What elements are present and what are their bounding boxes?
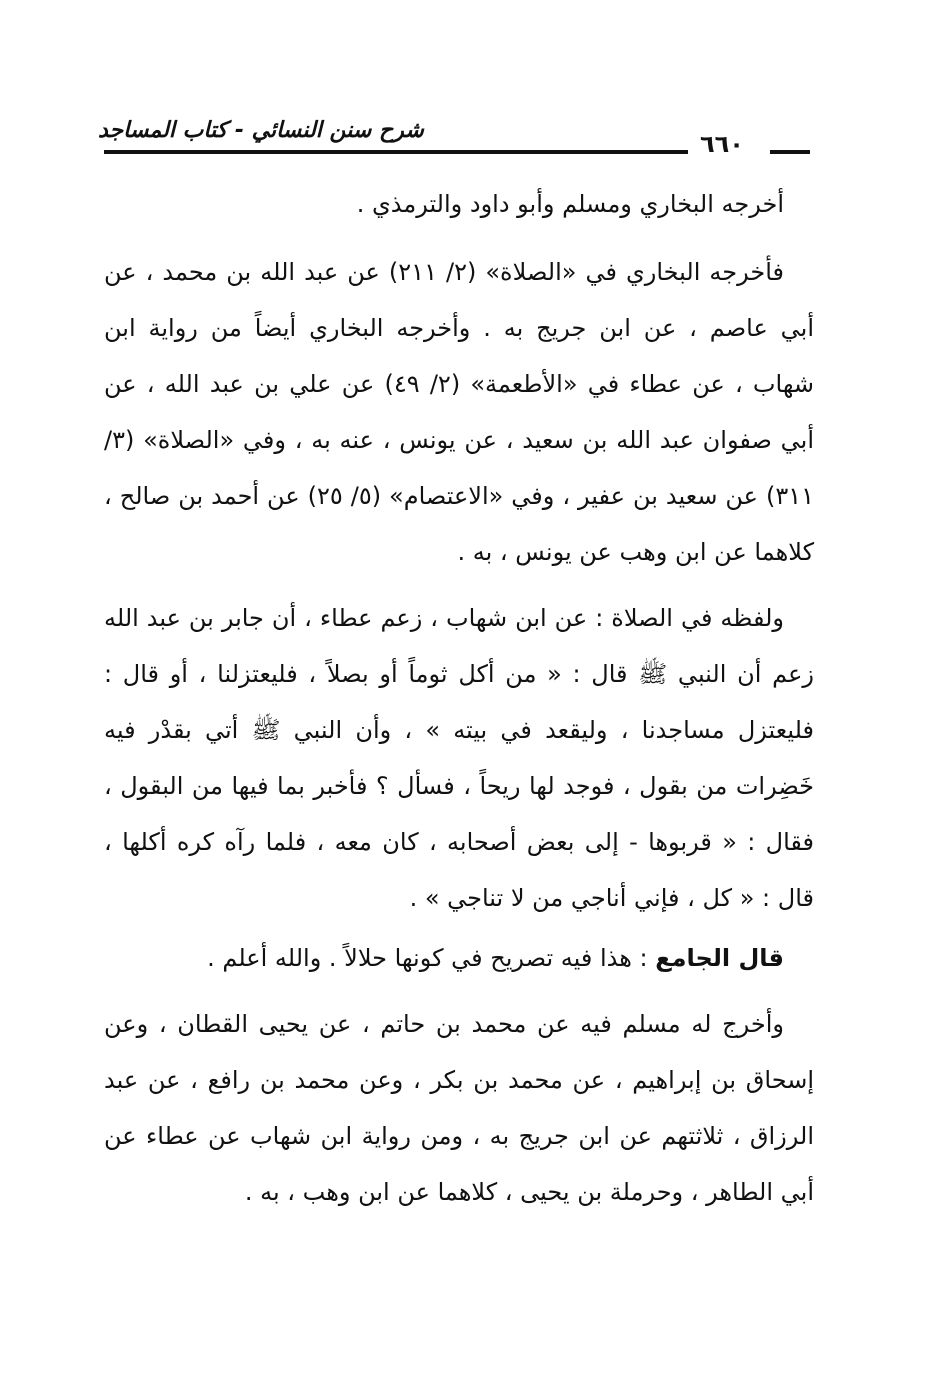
paragraph-2 [104,244,814,580]
paragraph-lead: قال الجامع [655,944,784,972]
paragraph-text: فأخرجه البخاري في «الصلاة» (٢/ ٢١١) عن عبد الله بن محمد ، عن أبي عاصم ، عن ابن جريج به . وأخرجه البخاري أيضاً من رواية ابن شهاب ، عن عطاء في «الأطعمة» (٢/ ٤٩) عن علي بن عبد الله ، عن أبي صفوان عبد الله بن سعيد ، عن يونس ، عنه به ، وفي «الصلاة» (٣/ ٣١١) عن سعيد بن عفير ، وفي «الاعتصام» (٥/ ٢٥) عن أحمد بن صالح ، كلاهما عن ابن وهب عن يونس ، به . [104,258,814,566]
paragraph-text: أخرجه البخاري ومسلم وأبو داود والترمذي . [356,190,784,218]
paragraph-3 [104,590,814,926]
paragraph-5 [104,996,814,1220]
paragraph-text: ولفظه في الصلاة : عن ابن شهاب ، زعم عطاء ، أن جابر بن عبد الله زعم أن النبي ﷺ قال : « من أكل ثوماً أو بصلاً ، فليعتزلنا ، أو قال : فليعتزل مساجدنا ، وليقعد في بيته » ، وأن النبي ﷺ أتي بقدْر فيه خَضِرات من بقول ، فوجد لها ريحاً ، فسأل ؟ فأخبر بما فيها من البقول ، فقال : « قربوها - إلى بعض أصحابه ، كان معه ، فلما رآه كره أكلها ، قال : « كل ، فإني أناجي من لا تناجي » . [104,604,814,912]
header-rule [104,150,688,154]
paragraph-text [104,930,814,986]
paragraph-rest: : هذا فيه تصريح في كونها حلالاً . والله أعلم . [207,944,656,972]
paragraph-4 [104,930,814,986]
paragraph-text: وأخرج له مسلم فيه عن محمد بن حاتم ، عن يحيى القطان ، وعن إسحاق بن إبراهيم ، عن محمد بن بكر ، وعن محمد بن رافع ، عن عبد الرزاق ، ثلاثتهم عن ابن جريج به ، ومن رواية ابن شهاب عن عطاء عن أبي الطاهر ، وحرملة بن يحيى ، كلاهما عن ابن وهب ، به . [104,1010,814,1206]
paragraph-1 [104,176,814,232]
page-number-dash [770,150,810,154]
page-number: ٦٦٠ [700,130,744,158]
running-header-title: شرح سنن النسائي - كتاب المساجد [98,118,424,143]
